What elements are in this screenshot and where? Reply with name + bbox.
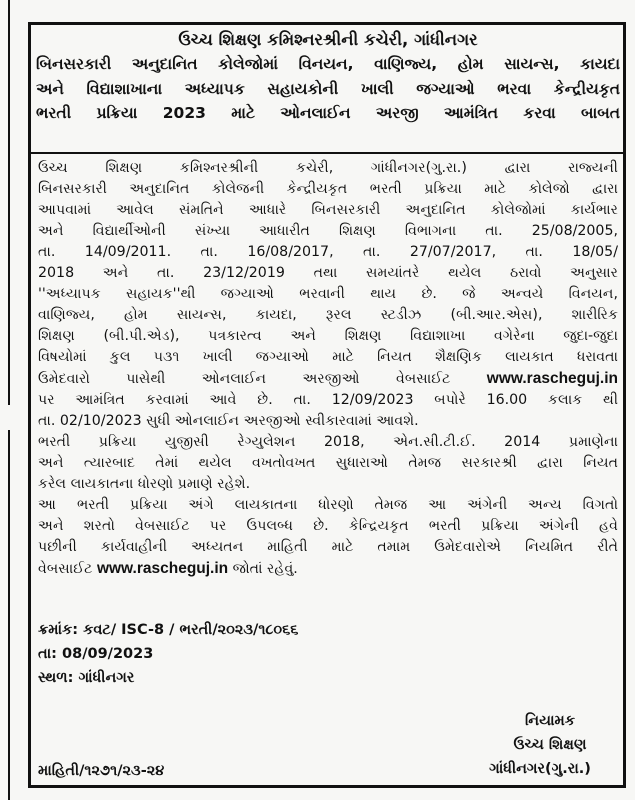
heading-divider xyxy=(31,152,623,154)
body-text-segment: જોતાં રહેવું. xyxy=(232,561,298,577)
body-line: વાણિજ્ય, હોમ સાયન્સ, કાયદા, રૂરલ સ્ટડીઝ (બી.આર.એસ), શારીરિક xyxy=(38,307,618,323)
body-line: શિક્ષણ (બી.પી.એડ), પત્રકારત્વ અને શિક્ષણ વિદ્યાશાખા વગેરેના જુદા-જુદા xyxy=(38,328,618,344)
left-column-rule-top xyxy=(0,0,10,405)
subject-line-2: અને વિદ્યાશાખાના અધ્યાપક સહાયકોની ખાલી જગ્યાઓ ભરવા કેન્દ્રીયકૃત xyxy=(36,79,620,98)
info-number: માહિતી/૧૨૭૧/૨૩-૨૪ xyxy=(38,763,165,779)
body-line: આપવામાં આવેલ સંમતિને આધારે બિનસરકારી અનુદાનિત કોલેજોમાં કાર્યભાર xyxy=(38,202,618,218)
body-line: પછીની કાર્યવાહીની અધ્યતન માહિતી માટે તમામ ઉમેદવારોએ નિયમિત રીતે xyxy=(38,539,618,555)
signatory-department: ઉચ્ચ શિક્ષણ xyxy=(513,737,587,753)
body-line: ઉચ્ચ શિક્ષણ કમિશ્નરશ્રીની કચેરી, ગાંધીનગર(ગુ.રા.) દ્વારા રાજ્યની xyxy=(38,160,618,176)
notice-body xyxy=(38,158,618,580)
body-line: 2018 અને તા. 23/12/2019 તથા સમયાંતરે થયેલ ઠરાવો અનુસાર xyxy=(38,265,618,281)
notice-place: સ્થળ: ગાંધીનગર xyxy=(38,670,135,686)
signatory-title: નિયામક xyxy=(525,713,575,729)
office-title: ઉચ્ચ શિક્ષણ કમિશ્નરશ્રીની કચેરી, ગાંધીનગર xyxy=(178,30,478,49)
body-line: અને ત્યારબાદ તેમાં થયેલ વખતોવખત સુધારાઓ તેમજ સરકારશ્રી દ્વારા નિયત xyxy=(38,455,618,471)
body-line-website-2 xyxy=(38,558,618,580)
notice-heading xyxy=(36,28,620,126)
body-text-segment: ઉમેદવારો પાસેથી ઓનલાઈન અરજીઓ વેબસાઈટ xyxy=(38,371,451,387)
body-line: ભરતી પ્રક્રિયા યુજીસી રેગ્યુલેશન 2018, એન.સી.ટી.ઈ. 2014 પ્રમાણેના xyxy=(38,434,618,450)
body-line: પર આમંત્રિત કરવામાં આવે છે. તા. 12/09/2023 બપોરે 16.00 કલાક થી xyxy=(38,392,618,408)
signatory-place: ગાંધીનગર(ગુ.રા.) xyxy=(489,761,591,777)
body-line: વિષયોમાં કુલ ૫૩૧ ખાલી જગ્યાઓ માટે નિયત શૈક્ષણિક લાયકાત ધરાવતા xyxy=(38,349,618,365)
body-line: તા. 14/09/2011. તા. 16/08/2017, તા. 27/07/2017, તા. 18/05/ xyxy=(38,244,618,260)
body-line: કરેલ લાયકાતના ધોરણો પ્રમાણે રહેશે. xyxy=(38,476,251,492)
website-link-2[interactable]: www.rascheguj.in xyxy=(96,560,229,577)
body-line: અને શરતો વેબસાઈટ પર ઉપલબ્ધ છે. કેન્દ્રિયકૃત ભરતી પ્રક્રિયા અંગેની હવે xyxy=(38,518,618,534)
reference-number: ક્રમાંક: કવટ/ ISC-8 / ભરતી/૨૦૨૩/૧૮૦૬૬ xyxy=(38,622,299,638)
website-link[interactable]: www.rascheguj.in xyxy=(486,370,618,387)
body-line: આ ભરતી પ્રક્રિયા અંગે લાયકાતના ધોરણો તેમજ આ અંગેની અન્ય વિગતો xyxy=(38,497,618,513)
body-line-website xyxy=(38,368,618,390)
body-line: બિનસરકારી અનુદાનિત કોલેજની કેન્દ્રીયકૃત ભરતી પ્રક્રિયા માટે કોલેજો દ્વારા xyxy=(38,181,618,197)
body-text-segment: વેબસાઈટ xyxy=(38,561,93,577)
body-line: ''અધ્યાપક સહાયક''થી જગ્યાઓ ભરવાની થાય છે. જે અન્વયે વિનયન, xyxy=(38,286,618,302)
body-line: તા. 02/10/2023 સુધી ઓનલાઈન અરજીઓ સ્વીકારવામાં આવશે. xyxy=(38,413,419,429)
notice-date: તા: 08/09/2023 xyxy=(38,646,154,662)
subject-line-3: ભરતી પ્રક્રિયા 2023 માટે ઓનલાઈન અરજી આમંત્રિત કરવા બાબત xyxy=(36,104,620,122)
left-column-rule-bottom xyxy=(0,430,10,800)
subject-line-1: બિનસરકારી અનુદાનિત કોલેજોમાં વિનયન, વાણિજ્ય, હોમ સાયન્સ, કાયદા xyxy=(36,55,620,73)
body-line: અને વિદ્યાર્થીઓની સંખ્યા આધારીત શિક્ષણ વિભાગના તા. 25/08/2005, xyxy=(38,223,618,239)
